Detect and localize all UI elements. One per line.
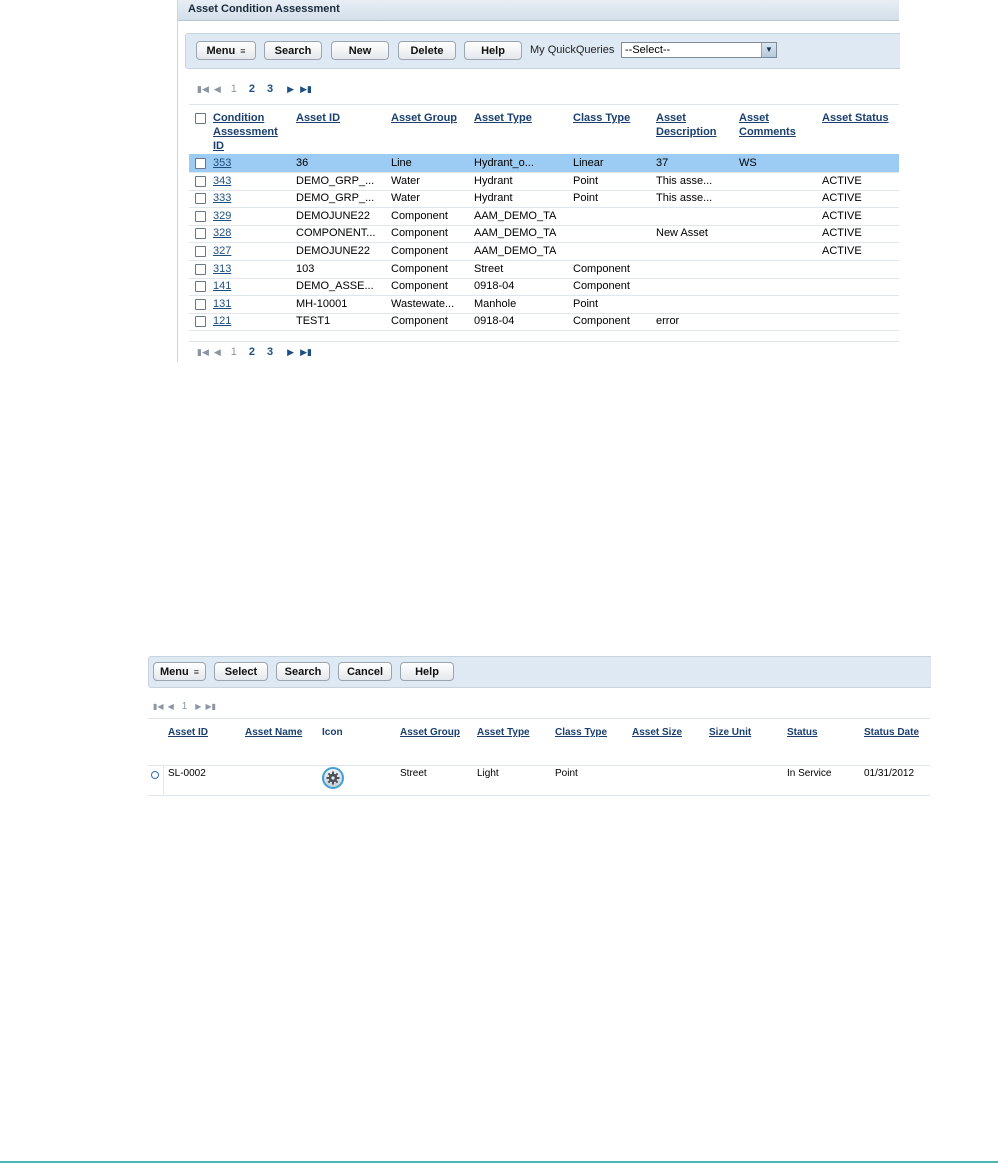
menu-dropdown-icon: ≡ [193, 666, 199, 677]
first-page-icon[interactable]: ▮◀ [153, 702, 164, 711]
class-type-value: Component [573, 315, 630, 328]
page-link-2[interactable]: 2 [248, 346, 256, 358]
search-button[interactable]: Search [276, 662, 330, 681]
asset-id-value: COMPONENT... [296, 227, 376, 240]
menu-dropdown-icon: ≡ [240, 45, 246, 56]
asset-type-value: 0918-04 [474, 315, 515, 328]
asset-table-header [148, 719, 930, 766]
last-page-icon[interactable]: ▶▮ [300, 346, 312, 357]
menu-button[interactable] [196, 41, 256, 60]
asset-group-value: Component [391, 262, 448, 275]
quickqueries-selected-value: --Select-- [625, 44, 671, 56]
asset-id-value: 103 [296, 262, 315, 275]
col-asset-type[interactable]: Asset Type [474, 112, 532, 124]
condition-assessment-id-value[interactable]: 343 [213, 174, 232, 187]
prev-page-icon[interactable]: ◀ [213, 83, 221, 94]
table-row[interactable] [189, 242, 899, 261]
class-type-value: Point [573, 297, 599, 310]
asset-description-value: This asse... [656, 174, 713, 187]
asset-group-value: Component [391, 227, 448, 240]
asset-status-value: ACTIVE [822, 192, 862, 205]
condition-assessment-id-value[interactable]: 353 [213, 157, 232, 169]
selection-toolbar [148, 656, 931, 688]
page-link-1[interactable]: 1 [230, 83, 237, 95]
first-page-icon[interactable]: ▮◀ [197, 83, 209, 94]
asset-id-value: DEMOJUNE22 [296, 209, 370, 222]
table-row[interactable] [189, 277, 899, 296]
asset-status-value: ACTIVE [822, 245, 862, 257]
condition-assessment-id-value[interactable]: 327 [213, 245, 232, 257]
asset-type-value: Light [477, 768, 499, 779]
next-page-icon[interactable]: ▶ [287, 83, 295, 94]
asset-status-value: ACTIVE [822, 174, 862, 187]
menu-button[interactable] [153, 662, 206, 681]
asset-type-value: Street [474, 262, 504, 275]
col-asset-group[interactable]: Asset Group [391, 112, 458, 124]
asset-id-value: DEMOJUNE22 [296, 245, 370, 257]
asset-type-value: AAM_DEMO_TA [474, 245, 557, 257]
asset-type-value: 0918-04 [474, 280, 515, 293]
row-radio-button[interactable] [151, 771, 159, 779]
menu-button-label: Menu [160, 665, 189, 678]
col-asset-status[interactable]: Asset Status [822, 112, 889, 124]
cancel-button[interactable]: Cancel [338, 662, 392, 681]
gear-icon [322, 767, 344, 789]
col-asset-group[interactable]: Asset Group [400, 727, 461, 738]
class-type-value: Point [573, 192, 599, 205]
prev-page-icon[interactable]: ◀ [167, 702, 174, 711]
condition-assessment-id-value[interactable]: 313 [213, 262, 232, 275]
asset-id-value: DEMO_GRP_... [296, 192, 375, 205]
last-page-icon[interactable]: ▶▮ [300, 83, 312, 94]
page-link-1[interactable]: 1 [230, 346, 237, 358]
col-status-date[interactable]: Status Date [864, 727, 920, 738]
page-link-3[interactable]: 3 [267, 83, 274, 95]
condition-assessment-id-value[interactable]: 333 [213, 192, 232, 205]
chevron-down-icon[interactable]: ▼ [761, 43, 776, 57]
row-checkbox[interactable] [195, 211, 206, 222]
col-asset-name[interactable]: Asset Name [245, 727, 303, 738]
asset-group-value: Water [391, 174, 420, 187]
row-checkbox[interactable] [195, 299, 206, 310]
status-date-value: 01/31/2012 [864, 768, 915, 779]
asset-group-value: Water [391, 192, 420, 205]
condition-assessment-id-value[interactable]: 131 [213, 297, 232, 310]
table-row[interactable] [189, 295, 899, 314]
assessment-table [189, 104, 899, 342]
col-size-unit[interactable]: Size Unit [709, 727, 752, 738]
col-asset-size[interactable]: Asset Size [632, 727, 683, 738]
table-row[interactable] [189, 207, 899, 226]
condition-assessment-id-value[interactable]: 141 [213, 280, 232, 293]
asset-type-value: AAM_DEMO_TA [474, 209, 557, 222]
col-asset-type[interactable]: Asset Type [477, 727, 530, 738]
asset-id-value: MH-10001 [296, 297, 348, 310]
col-asset-description[interactable]: Asset Description [656, 112, 717, 138]
table-row[interactable] [189, 172, 899, 191]
asset-id-value: TEST1 [296, 315, 331, 328]
col-status[interactable]: Status [787, 727, 818, 738]
table-header [189, 105, 899, 155]
table-row[interactable] [189, 260, 899, 279]
condition-assessment-id-value[interactable]: 329 [213, 209, 232, 222]
next-page-icon[interactable]: ▶ [287, 346, 295, 357]
row-checkbox[interactable] [195, 176, 206, 187]
last-page-icon[interactable]: ▶▮ [205, 702, 216, 711]
col-asset-id[interactable]: Asset ID [296, 112, 341, 124]
asset-group-value: Component [391, 280, 448, 293]
class-type-value: Linear [573, 157, 604, 169]
asset-group-value: Component [391, 315, 448, 328]
select-all-checkbox[interactable] [195, 113, 206, 124]
row-checkbox[interactable] [195, 264, 206, 275]
col-condition-assessment-id[interactable]: Condition Assessment ID [213, 112, 278, 152]
bottom-pager [197, 346, 312, 358]
asset-description-value: 37 [656, 157, 669, 169]
table-row[interactable] [189, 224, 899, 243]
row-checkbox[interactable] [195, 316, 206, 327]
help-button[interactable]: Help [464, 41, 522, 60]
asset-description-value: This asse... [656, 192, 713, 205]
class-type-value: Point [573, 174, 599, 187]
row-checkbox[interactable] [195, 158, 206, 169]
col-asset-comments[interactable]: Asset Comments [739, 112, 796, 138]
top-toolbar [185, 33, 900, 69]
select-button[interactable]: Select [214, 662, 268, 681]
class-type-value: Component [573, 262, 630, 275]
page-link-2[interactable]: 2 [248, 83, 256, 95]
col-class-type[interactable]: Class Type [555, 727, 608, 738]
asset-id-value: 36 [296, 157, 309, 169]
row-divider [163, 766, 164, 794]
asset-status-value: ACTIVE [822, 209, 862, 222]
col-icon: Icon [322, 727, 343, 738]
new-button[interactable]: New [331, 41, 389, 60]
row-checkbox[interactable] [195, 246, 206, 257]
asset-group-value: Line [391, 157, 412, 169]
asset-group-value: Street [400, 768, 427, 779]
first-page-icon[interactable]: ▮◀ [197, 346, 209, 357]
asset-table [148, 718, 930, 796]
table-row[interactable] [148, 766, 930, 794]
quickqueries-select[interactable] [621, 42, 777, 58]
search-button[interactable]: Search [264, 41, 322, 60]
asset-type-value: Hydrant [474, 192, 513, 205]
asset-type-value: Hydrant_o... [474, 157, 534, 169]
status-value: In Service [787, 768, 832, 779]
panel-title: Asset Condition Assessment [188, 3, 340, 15]
asset-condition-assessment-panel [177, 0, 899, 362]
asset-description-value: error [656, 315, 680, 328]
help-button[interactable]: Help [400, 662, 454, 681]
table-row[interactable] [189, 189, 899, 208]
page-link-3[interactable]: 3 [267, 346, 274, 358]
asset-type-value: AAM_DEMO_TA [474, 227, 557, 240]
delete-button[interactable]: Delete [398, 41, 456, 60]
row-checkbox[interactable] [195, 228, 206, 239]
selection-pager [153, 701, 216, 712]
page-link-1[interactable]: 1 [181, 701, 188, 712]
top-pager [197, 83, 312, 95]
table-row[interactable] [189, 312, 899, 331]
asset-type-value: Manhole [474, 297, 517, 310]
quickqueries-label: My QuickQueries [530, 44, 615, 56]
col-asset-id[interactable]: Asset ID [168, 727, 209, 738]
asset-id-value: DEMO_ASSE... [296, 280, 374, 293]
asset-group-value: Component [391, 245, 448, 257]
asset-type-value: Hydrant [474, 174, 513, 187]
footer-line [0, 1161, 998, 1163]
asset-description-value: New Asset [656, 227, 708, 240]
asset-comments-value: WS [739, 157, 757, 169]
asset-group-value: Wastewate... [391, 297, 455, 310]
prev-page-icon[interactable]: ◀ [213, 346, 221, 357]
row-checkbox[interactable] [195, 281, 206, 292]
panel-title-bar [178, 0, 899, 21]
menu-button-label: Menu [206, 44, 236, 57]
asset-group-value: Component [391, 209, 448, 222]
next-page-icon[interactable]: ▶ [195, 702, 202, 711]
class-type-value: Component [573, 280, 630, 293]
row-checkbox[interactable] [195, 193, 206, 204]
condition-assessment-id-value[interactable]: 328 [213, 227, 232, 240]
asset-id-value: SL-0002 [168, 768, 206, 779]
class-type-value: Point [555, 768, 578, 779]
asset-status-value: ACTIVE [822, 227, 862, 240]
table-row[interactable] [189, 154, 899, 173]
asset-selection-panel [148, 656, 930, 796]
condition-assessment-id-value[interactable]: 121 [213, 315, 232, 328]
col-class-type[interactable]: Class Type [573, 112, 631, 124]
asset-id-value: DEMO_GRP_... [296, 174, 375, 187]
